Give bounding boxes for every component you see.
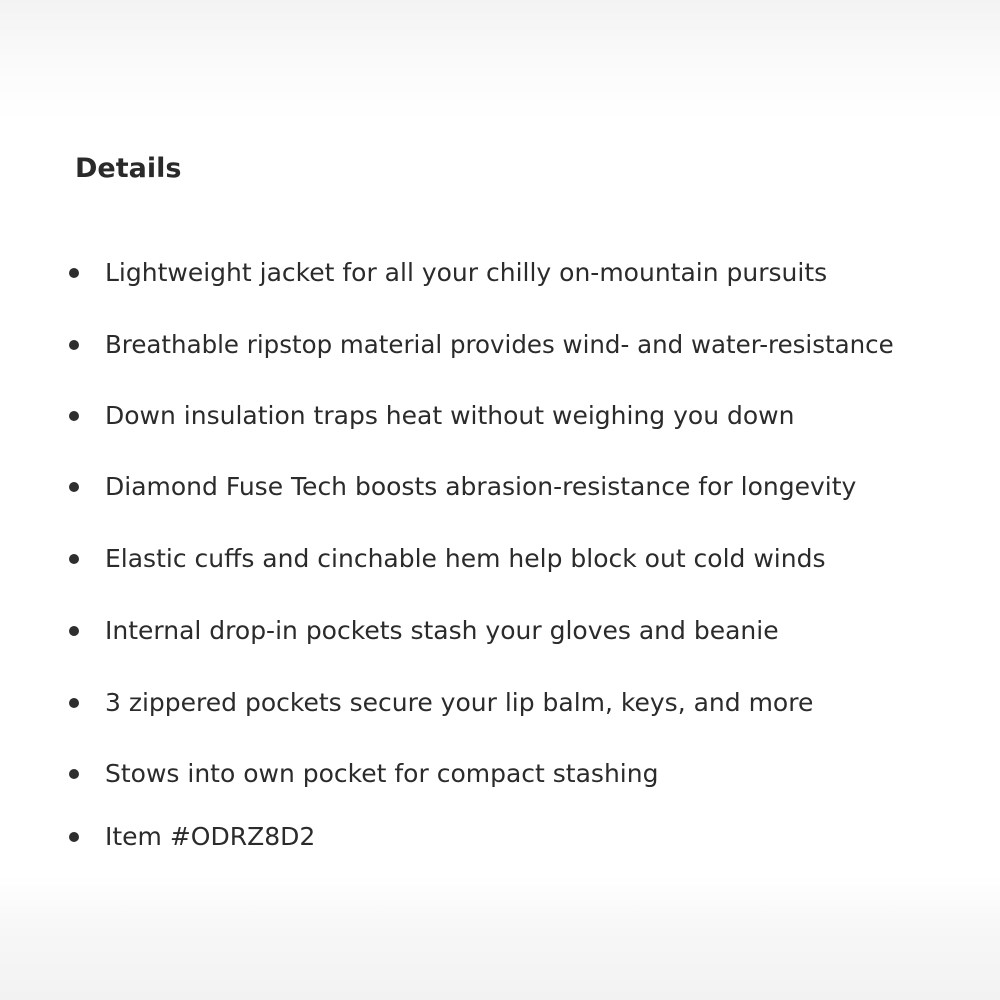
list-item-text: 3 zippered pockets secure your lip balm, keys, and more <box>105 688 814 717</box>
bullet-icon <box>69 340 79 350</box>
list-item <box>0 754 1000 794</box>
bullet-icon <box>69 482 79 492</box>
list-item-text: Internal drop-in pockets stash your gloves and beanie <box>105 616 779 645</box>
details-heading: Details <box>75 153 182 184</box>
list-item-text: Breathable ripstop material provides wind- and water-resistance <box>105 330 894 359</box>
list-item-text: Stows into own pocket for compact stashing <box>105 759 659 788</box>
list-item <box>0 683 1000 723</box>
list-item-text: Lightweight jacket for all your chilly on-mountain pursuits <box>105 258 828 287</box>
bullet-icon <box>69 769 79 779</box>
list-item-text: Elastic cuffs and cinchable hem help block out cold winds <box>105 544 826 573</box>
list-item <box>0 817 1000 857</box>
list-item <box>0 611 1000 651</box>
list-item <box>0 325 1000 365</box>
list-item-text: Diamond Fuse Tech boosts abrasion-resistance for longevity <box>105 472 857 501</box>
list-item-text: Down insulation traps heat without weighing you down <box>105 401 795 430</box>
bullet-icon <box>69 832 79 842</box>
bullet-icon <box>69 698 79 708</box>
bullet-icon <box>69 626 79 636</box>
list-item <box>0 396 1000 436</box>
list-item <box>0 253 1000 293</box>
item-number-text: Item #ODRZ8D2 <box>105 822 316 851</box>
bullet-icon <box>69 268 79 278</box>
bullet-icon <box>69 411 79 421</box>
bullet-icon <box>69 554 79 564</box>
list-item <box>0 539 1000 579</box>
list-item <box>0 467 1000 507</box>
